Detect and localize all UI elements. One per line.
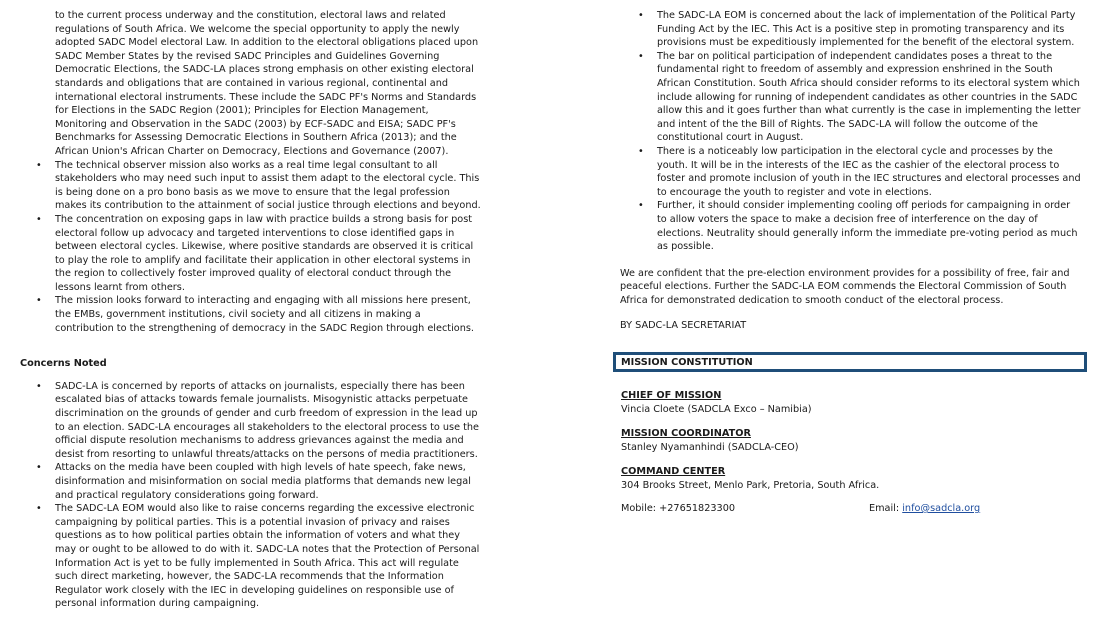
- list-item: • The SADC-LA EOM would also like to raise concerns regarding the excessive electronic campaigning by political parties. This is a potential invasion of privacy and raises questions as to how political parties obtain the information of voters and what they may or ought to be allowed to do with it. SADC-LA notes that the Protection of Personal Information Act is yet to be fully implemented in South Africa. This act will regulate such direct marketing, however, the SADC-LA recommends that the Information Regulator work closely with the IEC in developing guidelines on responsible use of personal information during campaigning.: [20, 502, 482, 611]
- list-item: • There is a noticeably low participation in the electoral cycle and processes by the youth. It will be in the interests of the IEC as the cashier of the electoral process to foster and promote inclusion of youth in the IEC structures and electoral processes and to encourage the youth to register and vote in elections.: [620, 145, 1082, 199]
- right-column: [620, 9, 1082, 333]
- list-item: • The concentration on exposing gaps in law with practice builds a strong basis for post electoral follow up advocacy and targeted interventions to close identified gaps in between electoral cycles. Likewise, where positive standards are observed it is critical to play the role to amplify and facilitate their application in other electoral systems in the region to collectively foster improved quality of electoral conduct through the lessons learnt from others.: [20, 213, 482, 295]
- command-heading: COMMAND CENTER: [621, 466, 726, 477]
- contact-line: [621, 502, 1091, 516]
- list-item: • Further, it should consider implementing cooling off periods for campaigning in order to allow voters the space to make a decision free of interference on the day of elections. Neutrality should generally inform the immediate pre-voting period as much as possible.: [620, 199, 1082, 253]
- coordinator-value: Stanley Nyamanhindi (SADCLA-CEO): [621, 441, 799, 453]
- right-bullets: [620, 9, 1082, 254]
- mission-constitution-box: [613, 352, 1087, 372]
- email-container: [869, 502, 980, 516]
- mission-bullets: [20, 159, 482, 336]
- left-column: [20, 9, 482, 611]
- intro-paragraph: to the current process underway and the constitution, electoral laws and related regulations of South Africa. We welcome the special opportunity to apply the newly adopted SADC Model electoral Law. In addition to the electoral obligations placed upon SADC Member States by the revised SADC Principles and Guidelines Governing Democratic Elections, the SADC-LA places strong emphasis on other existing electoral standards and obligations that are contained in various regional, continental and international electoral instruments. These include the SADC PF's Norms and Standards for Elections in the SADC Region (2001); Principles for Election Management, Monitoring and Observation in the SADC (2003) by ECF-SADC and EISA; SADC PF's Benchmarks for Assessing Democratic Elections in Southern Africa (2013); and the African Union's African Charter on Democracy, Elections and Governance (2007).: [55, 10, 479, 157]
- list-item: • The SADC-LA EOM is concerned about the lack of implementation of the Political Party Funding Act by the IEC. This Act is a positive step in promoting transparency and its provisions must be expeditiously implemented for the benefit of the electoral system.: [620, 9, 1082, 50]
- command-value: 304 Brooks Street, Menlo Park, Pretoria, South Africa.: [621, 479, 880, 491]
- concerns-heading: Concerns Noted: [20, 358, 107, 370]
- chief-of-mission-block: [621, 389, 812, 416]
- list-item: • Attacks on the media have been coupled with high levels of hate speech, fake news, disinformation and misinformation on social media platforms that demands new legal and practical regulatory considerations going forward.: [20, 461, 482, 502]
- chief-heading: CHIEF OF MISSION: [621, 390, 722, 401]
- mission-coordinator-block: [621, 427, 799, 454]
- email-link[interactable]: info@sadcla.org: [902, 503, 981, 514]
- list-item: • The bar on political participation of independent candidates poses a threat to the fundamental right to freedom of assembly and expression enshrined in the South African Constitution. South Africa should consider reforms to its electoral system which include allowing for running of independent candidates as other countries in the SADC allow this and it goes further than what currently is the case in implementing the letter and intent of the the Bill of Rights. The SADC-LA will follow the outcome of the constitutional court in August.: [620, 50, 1082, 145]
- list-item: • SADC-LA is concerned by reports of attacks on journalists, especially there has been escalated bias of attacks towards female journalists. Misogynistic attacks perpetuate discrimination on the grounds of gender and curb freedom of expression in the lead up to an election. SADC-LA encourages all stakeholders to the electoral process to use the official dispute resolution mechanisms to address grievances against the media and desist from resorting to unlawful threats/attacks on the persons of media practitioners.: [20, 380, 482, 462]
- coordinator-heading: MISSION COORDINATOR: [621, 428, 751, 439]
- mission-constitution-heading: MISSION CONSTITUTION: [621, 357, 753, 368]
- signature-line: BY SADC-LA SECRETARIAT: [620, 320, 747, 332]
- concerns-list: [20, 380, 482, 611]
- list-item: • The technical observer mission also works as a real time legal consultant to all stakeholders who may need such input to assist them adapt to the electoral cycle. This is being done on a pro bono basis as we move to ensure that the legal profession makes its contribution to the attainment of social justice through elections and beyond.: [20, 159, 482, 213]
- mobile-number: Mobile: +27651823300: [621, 503, 736, 514]
- list-item: • The mission looks forward to interacting and engaging with all missions here present, the EMBs, government institutions, civil society and all citizens in making a contribution to the strengthening of democracy in the SADC Region through elections.: [20, 294, 482, 335]
- command-center-block: [621, 465, 879, 492]
- confidence-statement: We are confident that the pre-election environment provides for a possibility of free, fair and peaceful elections. Further the SADC-LA EOM commends the Electoral Commission of South Africa for demonstrated dedication to smooth conduct of the electoral process.: [620, 267, 1070, 306]
- email-label: Email:: [869, 503, 903, 514]
- chief-value: Vincia Cloete (SADCLA Exco – Namibia): [621, 403, 812, 415]
